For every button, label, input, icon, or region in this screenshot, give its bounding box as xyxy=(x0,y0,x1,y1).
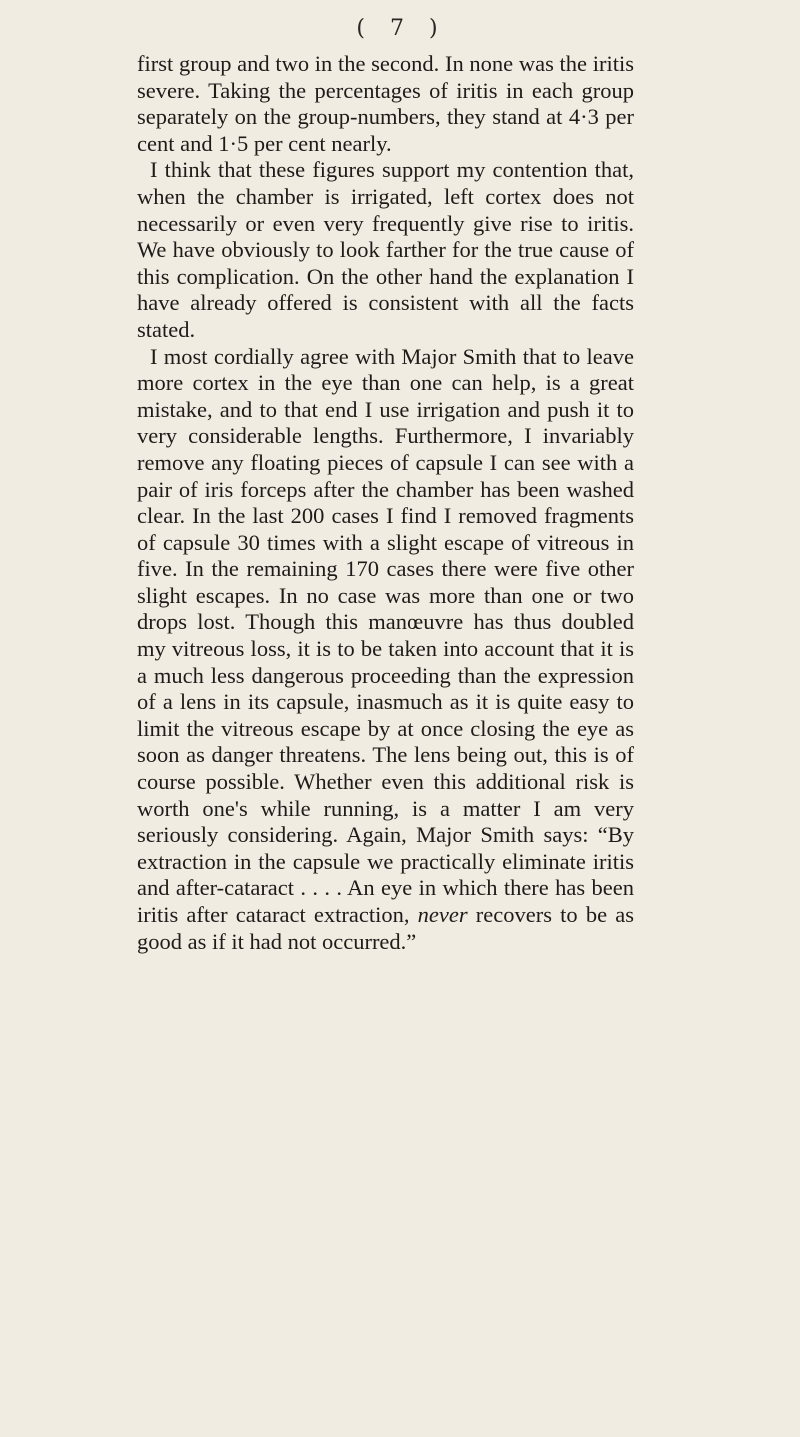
body-text xyxy=(137,51,634,955)
emphasis-never: never xyxy=(417,902,468,927)
paragraph-text-before: I most cordially agree with Major Smith that to leave more cortex in the eye than one can help, is a great mistake, and to that end I use irrigation and push it to very considerable lengths. Furthermore, I invariably remove any floating pieces of capsule I can see with a pair of iris forceps after the chamber has been washed clear. In the last 200 cases I find I removed fragments of capsule 30 times with a slight escape of vitreous in five. In the remaining 170 cases there were five other slight escapes. In no case was more than one or two drops lost. Though this manœuvre has thus doubled my vitreous loss, it is to be taken into account that it is a much less dangerous proceeding than the expression of a lens in its capsule, inasmuch as it is quite easy to limit the vitreous escape by at once closing the eye as soon as danger threatens. The lens being out, this is of course possible. Whether even this additional risk is worth one's while running, is a matter I am very seriously considering. Again, Major Smith says: “By extraction in the capsule we practically eliminate iritis and after-cataract . . . . An eye in which there has been iritis after cataract extraction, xyxy=(137,343,634,927)
page-number: ( 7 ) xyxy=(356,16,444,41)
paragraph-continuation: first group and two in the second. In none was the iritis severe. Taking the percentages of iritis in each group separately on the group-numbers, they stand at 4·3 per cent and 1·5 per cent nearly. xyxy=(137,51,634,156)
paragraph-text-after: recovers to be as good as if it had not occurred.” xyxy=(137,902,634,954)
paragraph-major-smith xyxy=(137,344,634,956)
paragraph-iritis-figures: I think that these figures support my contention that, when the chamber is irrigated, left cortex does not necessarily or even very frequently give rise to iritis. We have obviously to look farther for the true cause of this complication. On the other hand the explanation I have already offered is consistent with all the facts stated. xyxy=(137,157,634,342)
